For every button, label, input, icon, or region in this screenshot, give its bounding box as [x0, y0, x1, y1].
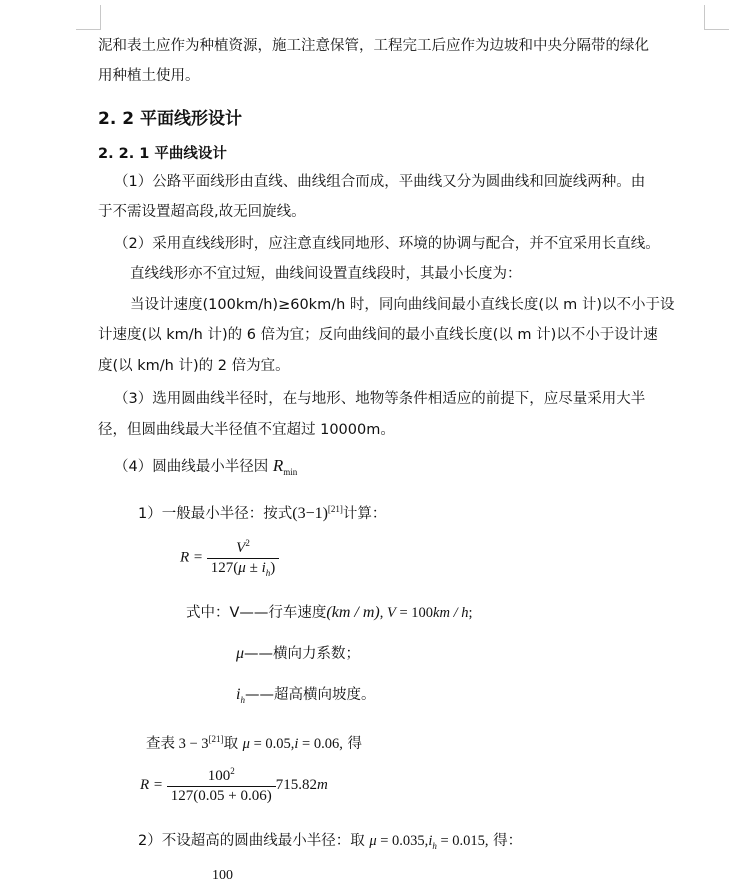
- def-mu-line: [236, 644, 360, 664]
- where-label: 式中：V——行车速度: [186, 605, 327, 621]
- formula1-den-post: ): [270, 560, 276, 576]
- def-i-symbol: i: [236, 686, 241, 703]
- def-mu-text: ——横向力系数；: [244, 646, 361, 662]
- item1-line: [138, 499, 386, 524]
- lookup-i: i: [294, 735, 299, 752]
- def-i-line: [236, 685, 375, 710]
- lookup-line: [146, 729, 362, 754]
- where-v: V: [386, 605, 396, 621]
- formula1-fraction: [207, 538, 279, 578]
- p2-line-3: 当设计速度(100km/h)≥60km/h 时，同向曲线间最小直线长度(以 m 计)以不小于设: [130, 297, 675, 313]
- page-margin-corner-left: [76, 5, 101, 30]
- formula1-den-mu: μ: [238, 560, 246, 576]
- def-mu-symbol: μ: [236, 645, 245, 662]
- where-comma: ,: [379, 605, 387, 621]
- lookup-mu-val: = 0.05,: [249, 735, 295, 752]
- formula1-lhs: R =: [180, 549, 204, 566]
- item2-tail: 得：: [488, 833, 523, 849]
- where-line: [186, 603, 473, 623]
- p4-sub: min: [283, 466, 298, 477]
- where-unit2: km / h: [433, 605, 469, 621]
- p2-line-4: 计速度(以 km/h 计)的 6 倍为宜；反向曲线间的最小直线长度(以 m 计)以不小于设计速: [98, 327, 658, 343]
- item1-text-b: 计算：: [342, 505, 387, 522]
- formula2-num: 100: [207, 768, 231, 784]
- item2-line: [138, 831, 522, 856]
- formula2-result: 715.82: [275, 777, 317, 793]
- where-semi: ;: [468, 605, 473, 621]
- cut-off-formula-fragment: 100: [212, 868, 233, 883]
- item2-mu-val: = 0.035,: [376, 833, 429, 849]
- formula2-lhs: R =: [140, 777, 164, 793]
- item2-text-a: 2）不设超高的圆曲线最小半径：取: [138, 833, 370, 849]
- intro-line-2: 用种植土使用。: [98, 68, 200, 84]
- formula2-unit: m: [317, 777, 328, 793]
- formula2-fraction: [167, 766, 276, 805]
- p1-line-1: （1）公路平面线形由直线、曲线组合而成，平曲线又分为圆曲线和回旋线两种。由: [114, 174, 646, 190]
- formula2-denominator: 127(0.05 + 0.06): [170, 788, 272, 804]
- formula1-num-v: V: [236, 540, 246, 556]
- where-units: (km / m): [326, 604, 380, 621]
- where-assign: = 100: [395, 605, 434, 621]
- p4-line: [114, 456, 297, 482]
- formula2-num-sup: 2: [230, 766, 235, 776]
- def-i-text: ——超高横向坡度。: [244, 687, 376, 703]
- lookup-mu: μ: [242, 735, 250, 752]
- p2-line-2: 直线线形亦不宜过短，曲线间设置直线段时，其最小长度为：: [130, 266, 522, 282]
- formula1-den-isub: h: [265, 568, 271, 578]
- intro-line-1: 泥和表土应作为种植资源，施工注意保管，工程完工后应作为边坡和中央分隔带的绿化: [98, 38, 649, 54]
- section-title: 2. 2 平面线形设计: [98, 109, 242, 129]
- item1-text-a: 1）一般最小半径：按式: [138, 505, 293, 522]
- lookup-tail: 得: [342, 735, 362, 752]
- item2-i: i: [428, 833, 433, 849]
- formula1-num-sup: 2: [245, 538, 250, 548]
- item1-cite: [21]: [327, 504, 343, 514]
- p1-line-2: 于不需设置超高段,故无回旋线。: [98, 204, 306, 220]
- lookup-text-a: 查表 3 − 3: [146, 735, 209, 752]
- item1-eq-ref: (3−1): [292, 504, 328, 522]
- item2-mu: μ: [369, 833, 377, 849]
- subsection-title: 2. 2. 1 平曲线设计: [98, 146, 227, 162]
- lookup-cite: [21]: [208, 734, 224, 744]
- formula1-numerator: [207, 538, 279, 559]
- lookup-text-b: 取: [223, 735, 243, 752]
- formula-general-radius-result: [140, 766, 328, 805]
- formula-general-radius: [180, 538, 279, 578]
- formula1-den-pm: ±: [245, 560, 262, 576]
- item2-i-sub: h: [432, 840, 437, 851]
- formula1-den-pre: 127(: [210, 560, 239, 576]
- formula1-den-i: i: [261, 560, 266, 576]
- p4-symbol: R: [272, 456, 284, 475]
- p2-line-5: 度(以 km/h 计)的 2 倍为宜。: [98, 358, 290, 374]
- page-margin-corner-right: [704, 5, 729, 30]
- formula1-denominator: [207, 559, 279, 578]
- p4-label: （4）圆曲线最小半径因: [114, 459, 273, 475]
- item2-i-val: = 0.015,: [436, 833, 489, 849]
- p2-line-1: （2）采用直线线形时，应注意直线同地形、环境的协调与配合，并不宜采用长直线。: [114, 236, 660, 252]
- formula2-numerator: [167, 766, 276, 787]
- lookup-i-val: = 0.06,: [298, 735, 343, 752]
- p3-line-1: （3）选用圆曲线半径时，在与地形、地物等条件相适应的前提下，应尽量采用大半: [114, 391, 646, 407]
- def-i-sub: h: [240, 694, 245, 705]
- p3-line-2: 径，但圆曲线最大半径值不宜超过 10000m。: [98, 422, 395, 438]
